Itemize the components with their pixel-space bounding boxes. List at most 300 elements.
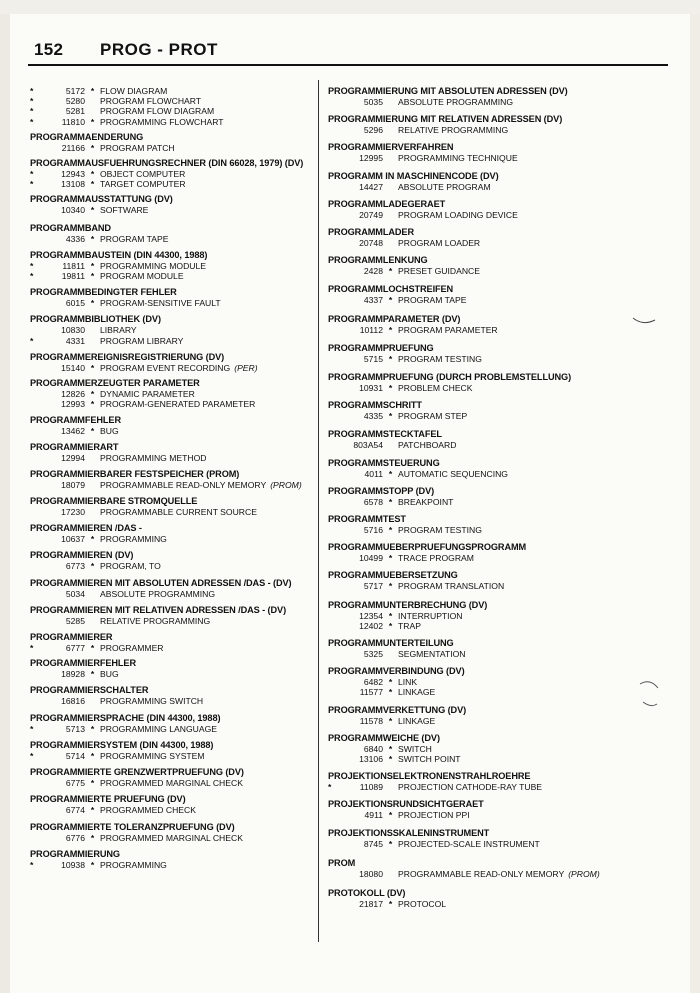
marker: * [328, 782, 332, 793]
english-term: PROGRAM STEP [398, 411, 468, 422]
entry-number: 12826 [61, 389, 85, 400]
dictionary-entry [30, 158, 312, 189]
dictionary-entry [328, 858, 673, 879]
translation-line [328, 611, 673, 621]
english-term: PROGRAMMING SWITCH [100, 696, 204, 707]
marker: * [30, 335, 34, 346]
star-marker: * [90, 426, 95, 437]
entry-headword: PROJEKTIONSSKALENINSTRUMENT [328, 827, 490, 838]
entry-headword: PROGRAMMAUSFUEHRUNGSRECHNER (DIN 66028, 1979) (DV) [30, 158, 304, 169]
translation-line [30, 643, 312, 653]
english-term: PROGRAM PARAMETER [398, 324, 498, 335]
english-term: PROGRAMMING LANGUAGE [100, 723, 217, 734]
star-marker: * [388, 411, 393, 422]
translation-line [30, 234, 312, 244]
dictionary-entry [328, 314, 673, 335]
star-marker: * [90, 859, 95, 870]
entry-number: 6777 [65, 643, 85, 654]
entry-headword: PROGRAMMSTECKTAFEL [328, 429, 442, 440]
entry-headword: PROGRAMMUEBERPRUEFUNGSPROGRAMM [328, 542, 527, 553]
dictionary-entry [30, 250, 312, 281]
entry-number: 6775 [65, 778, 85, 789]
star-marker: * [90, 778, 95, 789]
english-term: BREAKPOINT [398, 496, 454, 507]
entry-number: 11577 [359, 687, 383, 698]
english-term: PROGRAM TRANSLATION [398, 581, 505, 592]
translation-line [328, 97, 673, 107]
entry-number: 20748 [359, 238, 383, 249]
entry-number: 8745 [363, 838, 383, 849]
dictionary-entry [328, 86, 673, 107]
english-term: ABSOLUTE PROGRAM [398, 181, 491, 192]
translation-line [30, 399, 312, 409]
entry-headword: PROGRAMMBEDINGTER FEHLER [30, 287, 177, 298]
entry-number: 21166 [61, 142, 85, 153]
entry-headword: PROGRAMMIERFEHLER [30, 658, 136, 669]
translation-line [328, 266, 673, 276]
english-term: PROGRAMMABLE READ-ONLY MEMORY [398, 868, 565, 879]
english-term: FLOW DIAGRAM [100, 86, 168, 96]
translation-line [30, 480, 312, 490]
dictionary-entry [30, 822, 312, 843]
entry-number: 18079 [61, 479, 85, 490]
page-number: 152 [34, 40, 64, 59]
entry-number: 18928 [61, 669, 85, 680]
translation-line [328, 553, 673, 563]
star-marker: * [90, 233, 95, 244]
abbreviation: (PROM) [568, 868, 600, 879]
translation-line [328, 810, 673, 820]
star-marker: * [388, 620, 393, 631]
star-marker: * [388, 324, 393, 335]
star-marker: * [388, 496, 393, 507]
english-term: PROGRAMMABLE READ-ONLY MEMORY [100, 479, 267, 490]
entry-number: 5035 [363, 97, 383, 107]
star-marker: * [388, 610, 393, 621]
translation-line [328, 869, 673, 879]
entry-headword: PROGRAMMPARAMETER (DV) [328, 313, 461, 324]
translation-line [30, 325, 312, 335]
star-marker: * [90, 116, 95, 127]
entry-headword: PROGRAMMIERTE TOLERANZPRUEFUNG (DV) [30, 821, 235, 832]
entry-number: 13462 [61, 426, 85, 437]
page-header [28, 40, 668, 70]
star-marker: * [90, 179, 95, 190]
star-marker: * [388, 383, 393, 394]
entry-headword: PROJEKTIONSELEKTRONENSTRAHLROEHRE [328, 771, 531, 782]
dictionary-entry [30, 550, 312, 571]
translation-line [30, 143, 312, 153]
english-term: PROGRAMMING METHOD [100, 452, 207, 463]
entry-headword: PROGRAMMLADEGERAET [328, 198, 446, 209]
translation-line [30, 860, 312, 870]
english-term: RELATIVE PROGRAMMING [398, 125, 509, 136]
dictionary-entry [328, 199, 673, 220]
left-column [30, 80, 312, 870]
english-term: PROJECTION CATHODE-RAY TUBE [398, 782, 543, 793]
marker: * [30, 723, 34, 734]
entry-headword: PROGRAMMUNTERTEILUNG [328, 638, 454, 649]
english-term: PROGRAMMING [100, 534, 167, 545]
dictionary-entry [328, 171, 673, 192]
star-marker: * [388, 468, 393, 479]
english-term: PROGRAM LOADING DEVICE [398, 209, 518, 220]
star-marker: * [388, 266, 393, 277]
translation-line [30, 205, 312, 215]
entry-headword: PROGRAMMIERUNG [30, 848, 120, 859]
translation-line [328, 621, 673, 631]
star-marker: * [388, 353, 393, 364]
entry-headword: PROM [328, 857, 356, 868]
entry-headword: PROGRAMMUNTERBRECHUNG (DV) [328, 599, 488, 610]
translation-line [328, 677, 673, 687]
dictionary-entry [30, 378, 312, 409]
english-term: TRAP [398, 620, 421, 631]
translation-line [328, 581, 673, 591]
english-term: PROGRAMMING SYSTEM [100, 750, 205, 761]
translation-line [328, 153, 673, 163]
star-marker: * [90, 561, 95, 572]
star-marker: * [90, 169, 95, 180]
english-term: PROGRAM-GENERATED PARAMETER [100, 399, 256, 410]
entry-headword: PROGRAMMBAUSTEIN (DIN 44300, 1988) [30, 249, 208, 260]
entry-number: 5325 [363, 649, 383, 660]
entry-headword: PROGRAMMPRUEFUNG [328, 342, 434, 353]
star-marker: * [388, 838, 393, 849]
star-marker: * [388, 687, 393, 698]
entry-number: 5715 [363, 353, 383, 364]
marker: * [30, 116, 34, 127]
star-marker: * [90, 271, 95, 282]
translation-line [30, 751, 312, 761]
translation-line [30, 589, 312, 599]
translation-line [30, 169, 312, 179]
dictionary-entry [328, 255, 673, 276]
star-marker: * [90, 260, 95, 271]
english-term: LINK [398, 677, 418, 688]
english-term: SOFTWARE [100, 205, 149, 216]
entry-number: 20749 [359, 209, 383, 220]
dictionary-entry [328, 284, 673, 305]
english-term: DYNAMIC PARAMETER [100, 389, 195, 400]
english-term: LINKAGE [398, 687, 436, 698]
entry-headword: PROGRAMMBAND [30, 222, 111, 233]
dictionary-entry [30, 314, 312, 345]
translation-line [30, 426, 312, 436]
english-term: LINKAGE [398, 715, 436, 726]
english-term: PROGRAMMING MODULE [100, 260, 206, 271]
entry-headword: PROJEKTIONSRUNDSICHTGERAET [328, 799, 484, 810]
dictionary-entry [328, 888, 673, 909]
entry-headword: PROGRAMMBIBLIOTHEK (DV) [30, 314, 161, 325]
translation-line [328, 383, 673, 393]
entry-number: 12943 [61, 169, 85, 180]
dictionary-entry [30, 223, 312, 244]
entry-headword: PROGRAMMSTEUERUNG [328, 457, 440, 468]
star-marker: * [388, 754, 393, 765]
translation-line [30, 106, 312, 116]
translation-line [328, 125, 673, 135]
entry-number: 6776 [65, 832, 85, 843]
marker: * [30, 96, 34, 107]
marker: * [30, 260, 34, 271]
star-marker: * [388, 525, 393, 536]
entry-headword: PROGRAMMPRUEFUNG (DURCH PROBLEMSTELLUNG) [328, 372, 572, 383]
dictionary-entry [30, 132, 312, 153]
entry-headword: PROGRAMMIERTE PRUEFUNG (DV) [30, 794, 186, 805]
marker: * [30, 859, 34, 870]
dictionary-entry [328, 799, 673, 820]
translation-line [30, 833, 312, 843]
entry-headword: PROGRAMMIERSYSTEM (DIN 44300, 1988) [30, 739, 214, 750]
entry-headword: PROGRAMMEREIGNISREGISTRIERUNG (DV) [30, 351, 225, 362]
entry-number: 5714 [65, 750, 85, 761]
entry-number: 6578 [363, 496, 383, 507]
english-term: PROJECTED-SCALE INSTRUMENT [398, 838, 540, 849]
star-marker: * [90, 643, 95, 654]
dictionary-entry [328, 705, 673, 726]
star-marker: * [90, 534, 95, 545]
dictionary-entry [30, 578, 312, 599]
entry-headword: PROGRAMMAUSSTATTUNG (DV) [30, 194, 173, 205]
entry-headword: PROGRAMMIEREN /DAS - [30, 523, 142, 534]
english-term: TRACE PROGRAM [398, 553, 474, 564]
english-term: SEGMENTATION [398, 649, 466, 660]
translation-line [30, 389, 312, 399]
entry-headword: PROGRAMMIERTE GRENZWERTPRUEFUNG (DV) [30, 767, 244, 778]
entry-headword: PROGRAMMIEREN (DV) [30, 550, 134, 561]
entry-headword: PROGRAMMSTOPP (DV) [328, 485, 435, 496]
dictionary-entry [30, 605, 312, 626]
entry-headword: PROGRAMMSCHRITT [328, 400, 422, 411]
entry-number: 15140 [61, 362, 85, 373]
dictionary-entry [30, 767, 312, 788]
english-term: PROGRAM TESTING [398, 353, 482, 364]
english-term: PROGRAMMED CHECK [100, 805, 196, 816]
entry-number: 21817 [359, 899, 383, 910]
entry-number: 4331 [65, 335, 85, 346]
star-marker: * [388, 295, 393, 306]
english-term: AUTOMATIC SEQUENCING [398, 468, 508, 479]
translation-line [30, 261, 312, 271]
entry-number: 4335 [363, 411, 383, 422]
translation-line [328, 497, 673, 507]
entry-headword: PROGRAMMIERSCHALTER [30, 685, 149, 696]
english-term: PROGRAM TAPE [100, 233, 169, 244]
star-marker: * [90, 362, 95, 373]
entry-headword: PROGRAMMIERUNG MIT ABSOLUTEN ADRESSEN (DV) [328, 86, 568, 96]
dictionary-entry [30, 632, 312, 653]
dictionary-entry [30, 415, 312, 436]
translation-line [30, 117, 312, 127]
dictionary-entry [30, 849, 312, 870]
dictionary-entry [30, 794, 312, 815]
entry-number: 14427 [359, 181, 383, 192]
dictionary-entry [328, 343, 673, 364]
dictionary-entry [328, 733, 673, 764]
translation-line [30, 179, 312, 189]
dictionary-entry [328, 372, 673, 393]
entry-headword: PROGRAMMIERBARE STROMQUELLE [30, 496, 198, 507]
english-term: LIBRARY [100, 325, 137, 336]
entry-number: 4337 [363, 295, 383, 306]
star-marker: * [388, 810, 393, 821]
marker: * [30, 179, 34, 190]
star-marker: * [90, 805, 95, 816]
entry-headword: PROGRAMMERZEUGTER PARAMETER [30, 378, 200, 389]
entry-number: 4011 [364, 468, 383, 479]
dictionary-entry [30, 352, 312, 373]
entry-number: 11810 [61, 116, 85, 127]
dictionary-entry [328, 771, 673, 792]
translation-line [328, 839, 673, 849]
english-term: PROBLEM CHECK [398, 383, 473, 394]
english-term: PROJECTION PPI [398, 810, 470, 821]
entry-headword: PROGRAMMIERUNG MIT RELATIVEN ADRESSEN (DV) [328, 114, 563, 125]
marker: * [30, 643, 34, 654]
page-range: PROG - PROT [100, 40, 218, 59]
entry-number: 10931 [359, 383, 383, 394]
entry-number: 10340 [61, 205, 85, 216]
translation-line [328, 210, 673, 220]
translation-line [30, 363, 312, 373]
english-term: RELATIVE PROGRAMMING [100, 615, 211, 626]
entry-headword: PROGRAMMLADER [328, 227, 414, 238]
entry-number: 16816 [61, 696, 85, 707]
header-rule [28, 64, 668, 66]
star-marker: * [90, 399, 95, 410]
dictionary-entry [30, 287, 312, 308]
entry-number: 6482 [363, 677, 383, 688]
english-term: INTERRUPTION [398, 610, 463, 621]
dictionary-entry [328, 542, 673, 563]
dictionary-entry [30, 469, 312, 490]
entry-headword: PROGRAMMIEREN MIT ABSOLUTEN ADRESSEN /DAS - (DV) [30, 577, 292, 588]
translation-line [30, 298, 312, 308]
entry-number: 803A54 [353, 440, 383, 451]
translation-line [30, 86, 312, 96]
dictionary-entry [30, 685, 312, 706]
marker: * [30, 86, 34, 96]
star-marker: * [90, 298, 95, 309]
abbreviation: (PROM) [270, 479, 302, 490]
dictionary-entry [328, 458, 673, 479]
star-marker: * [388, 899, 393, 910]
english-term: SWITCH POINT [398, 754, 461, 765]
star-marker: * [388, 677, 393, 688]
translation-line [328, 325, 673, 335]
english-term: PRESET GUIDANCE [398, 266, 480, 277]
entry-number: 5281 [65, 106, 85, 117]
entry-number: 5296 [363, 125, 383, 136]
translation-line [328, 687, 673, 697]
marker: * [30, 106, 34, 117]
entry-headword: PROGRAMMIERBARER FESTSPEICHER (PROM) [30, 468, 240, 479]
english-term: PROTOCOL [398, 899, 447, 910]
english-term: PROGRAM LIBRARY [100, 335, 184, 346]
star-marker: * [388, 743, 393, 754]
entry-headword: PROGRAMMLOCHSTREIFEN [328, 284, 454, 295]
english-term: ABSOLUTE PROGRAMMING [100, 588, 216, 599]
english-term: PROGRAM PATCH [100, 142, 175, 153]
english-term: BUG [100, 426, 119, 437]
english-term: PROGRAMMED MARGINAL CHECK [100, 832, 243, 843]
translation-line [328, 295, 673, 305]
entry-number: 4336 [65, 233, 85, 244]
dictionary-entry [30, 496, 312, 517]
star-marker: * [90, 389, 95, 400]
entry-headword: PROGRAMMWEICHE (DV) [328, 732, 440, 743]
english-term: OBJECT COMPUTER [100, 169, 186, 180]
english-term: SWITCH [398, 743, 432, 754]
translation-line [30, 453, 312, 463]
entry-number: 10112 [359, 324, 383, 335]
dictionary-entry [328, 429, 673, 450]
abbreviation: (PER) [234, 362, 258, 373]
translation-line [328, 754, 673, 764]
dictionary-entry [30, 86, 312, 127]
entry-number: 6840 [363, 743, 383, 754]
star-marker: * [90, 832, 95, 843]
english-term: PROGRAM FLOW DIAGRAM [100, 106, 215, 117]
english-term: PROGRAMMED MARGINAL CHECK [100, 778, 243, 789]
english-term: ABSOLUTE PROGRAMMING [398, 97, 514, 107]
entry-number: 17230 [61, 507, 85, 518]
entry-headword: PROTOKOLL (DV) [328, 888, 406, 899]
english-term: PROGRAM TAPE [398, 295, 467, 306]
star-marker: * [90, 142, 95, 153]
translation-line [30, 561, 312, 571]
translation-line [328, 238, 673, 248]
english-term: PROGRAM LOADER [398, 238, 481, 249]
entry-headword: PROGRAMMIERVERFAHREN [328, 142, 454, 153]
dictionary-entry [328, 227, 673, 248]
translation-line [30, 805, 312, 815]
translation-line [328, 899, 673, 909]
dictionary-entry [328, 486, 673, 507]
entry-number: 5717 [363, 581, 383, 592]
entry-number: 10830 [61, 325, 85, 336]
entry-headword: PROGRAMMLENKUNG [328, 255, 428, 266]
translation-line [328, 182, 673, 192]
english-term: PROGRAM FLOWCHART [100, 96, 202, 107]
entry-headword: PROGRAMMTEST [328, 514, 406, 525]
dictionary-entry [30, 713, 312, 734]
entry-number: 19811 [61, 271, 85, 282]
english-term: TARGET COMPUTER [100, 179, 186, 190]
right-column [328, 80, 673, 909]
entry-number: 6773 [65, 561, 85, 572]
english-term: PATCHBOARD [398, 440, 457, 451]
entry-headword: PROGRAMMIERSPRACHE (DIN 44300, 1988) [30, 712, 221, 723]
star-marker: * [90, 669, 95, 680]
entry-number: 11089 [359, 782, 383, 793]
dictionary-entry [30, 442, 312, 463]
entry-number: 10499 [359, 553, 383, 564]
dictionary-entry [30, 194, 312, 215]
marker: * [30, 271, 34, 282]
english-term: PROGRAMMING FLOWCHART [100, 116, 224, 127]
entry-number: 4911 [364, 810, 383, 821]
translation-line [328, 525, 673, 535]
entry-number: 5172 [65, 86, 85, 96]
entry-headword: PROGRAMMVERKETTUNG (DV) [328, 704, 467, 715]
translation-line [328, 782, 673, 792]
translation-line [328, 744, 673, 754]
dictionary-entry [328, 114, 673, 135]
entry-headword: PROGRAMMVERBINDUNG (DV) [328, 666, 465, 677]
entry-number: 11578 [359, 715, 383, 726]
